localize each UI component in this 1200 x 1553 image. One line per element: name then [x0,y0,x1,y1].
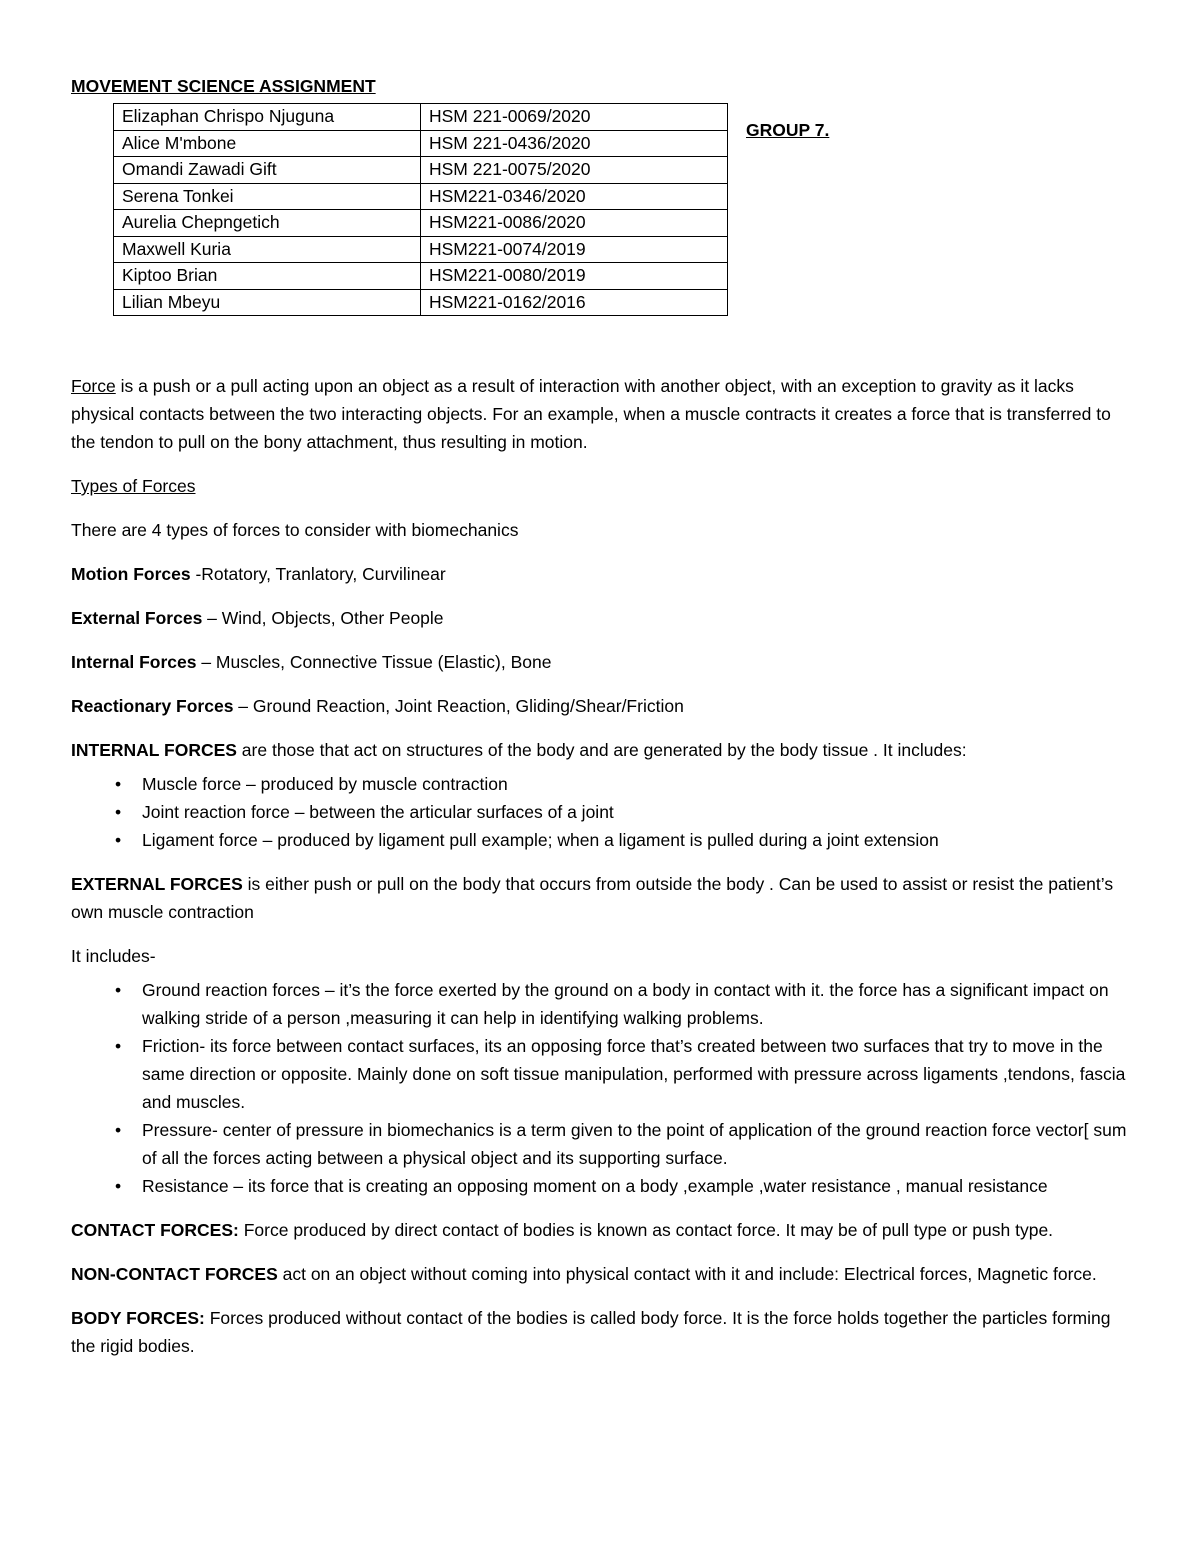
member-name: Serena Tonkei [114,183,421,210]
force-type-item [71,604,1129,632]
list-item-text: Resistance – its force that is creating an opposing moment on a body ,example ,water resistance , manual resistance [142,1176,1048,1196]
member-name: Alice M'mbone [114,130,421,157]
list-item [71,1116,1129,1172]
list-item-text: Joint reaction force – between the articular surfaces of a joint [142,802,614,822]
external-includes: It includes- [71,946,156,966]
force-type-text: – Muscles, Connective Tissue (Elastic), Bone [196,652,552,672]
external-forces-label: EXTERNAL FORCES [71,874,243,894]
contact-forces-label: CONTACT FORCES: [71,1220,239,1240]
bullet-icon: • [115,802,122,822]
member-row [114,157,728,184]
member-row [114,183,728,210]
member-id: HSM221-0162/2016 [421,289,728,316]
force-type-text: – Wind, Objects, Other People [202,608,444,628]
noncontact-forces-paragraph [71,1260,1129,1288]
member-name: Maxwell Kuria [114,236,421,263]
list-item [71,976,1129,1032]
list-item-text: Friction- its force between contact surfaces, its an opposing force that’s created between two surfaces that try to move in the same direction or opposite. Mainly done on soft tissue manipulation, performed with pressure across ligaments ,tendons, fascia and muscles. [142,1036,1126,1112]
list-item [71,826,1129,854]
bullet-icon: • [115,980,122,1000]
body-forces-label: BODY FORCES: [71,1308,205,1328]
force-definition [71,372,1129,456]
body-forces-text: Forces produced without contact of the bodies is called body force. It is the force holds together the particles forming the rigid bodies. [71,1308,1111,1356]
force-type-item [71,692,1129,720]
contact-forces-text: Force produced by direct contact of bodies is known as contact force. It may be of pull type or push type. [238,1220,1054,1240]
group-label: GROUP 7. [746,120,830,140]
member-id: HSM221-0346/2020 [421,183,728,210]
noncontact-forces-text: act on an object without coming into physical contact with it and include: Electrical forces, Magnetic force. [277,1264,1097,1284]
force-type-label: Motion Forces [71,564,191,584]
list-item [71,770,1129,798]
member-id: HSM 221-0069/2020 [421,104,728,131]
internal-forces-text: are those that act on structures of the body and are generated by the body tissue . It includes: [236,740,967,760]
bullet-icon: • [115,1120,122,1140]
force-type-label: Reactionary Forces [71,696,234,716]
types-intro: There are 4 types of forces to consider with biomechanics [71,520,519,540]
bullet-icon: • [115,1036,122,1056]
member-name: Aurelia Chepngetich [114,210,421,237]
member-name: Elizaphan Chrispo Njuguna [114,104,421,131]
list-item [71,1172,1129,1200]
member-id: HSM221-0080/2019 [421,263,728,290]
member-row [114,289,728,316]
member-row [114,130,728,157]
list-item-text: Pressure- center of pressure in biomechanics is a term given to the point of application of the ground reaction force vector[ sum of all the forces acting between a physical object and its supporting surface. [142,1120,1127,1168]
internal-forces-paragraph [71,736,1129,764]
body-forces-paragraph [71,1304,1129,1360]
noncontact-forces-label: NON-CONTACT FORCES [71,1264,278,1284]
member-name: Kiptoo Brian [114,263,421,290]
types-list [71,560,1129,720]
document-page [71,72,1129,1360]
member-id: HSM 221-0436/2020 [421,130,728,157]
force-type-label: External Forces [71,608,203,628]
list-item-text: Ligament force – produced by ligament pull example; when a ligament is pulled during a joint extension [142,830,939,850]
member-row [114,263,728,290]
force-definition-text: is a push or a pull acting upon an object as a result of interaction with another object, with an exception to gravity as it lacks physical contacts between the two interacting objects. For an example, when a muscle contracts it creates a force that is transferred to the tendon to pull on the bony attachment, thus resulting in motion. [71,376,1111,452]
members-table [113,103,728,316]
force-type-item [71,560,1129,588]
internal-forces-label: INTERNAL FORCES [71,740,237,760]
member-name: Omandi Zawadi Gift [114,157,421,184]
external-forces-list [71,976,1129,1200]
member-name: Lilian Mbeyu [114,289,421,316]
force-type-text: -Rotatory, Tranlatory, Curvilinear [190,564,446,584]
member-row [114,104,728,131]
member-id: HSM221-0086/2020 [421,210,728,237]
internal-forces-list [71,770,1129,854]
document-title: MOVEMENT SCIENCE ASSIGNMENT [71,76,376,96]
bullet-icon: • [115,830,122,850]
force-type-label: Internal Forces [71,652,197,672]
force-type-item [71,648,1129,676]
force-term: Force [71,376,116,396]
list-item-text: Ground reaction forces – it’s the force exerted by the ground on a body in contact with it. the force has a significant impact on walking stride of a person ,measuring it can help in identifying walking problems. [142,980,1109,1028]
list-item-text: Muscle force – produced by muscle contraction [142,774,508,794]
force-type-text: – Ground Reaction, Joint Reaction, Gliding/Shear/Friction [233,696,684,716]
member-id: HSM 221-0075/2020 [421,157,728,184]
list-item [71,1032,1129,1116]
member-row [114,210,728,237]
contact-forces-paragraph [71,1216,1129,1244]
external-forces-text: is either push or pull on the body that occurs from outside the body . Can be used to assist or resist the patient’s own muscle contraction [71,874,1114,922]
types-heading: Types of Forces [71,476,196,496]
bullet-icon: • [115,1176,122,1196]
member-row [114,236,728,263]
list-item [71,798,1129,826]
external-forces-paragraph [71,870,1129,926]
bullet-icon: • [115,774,122,794]
member-id: HSM221-0074/2019 [421,236,728,263]
